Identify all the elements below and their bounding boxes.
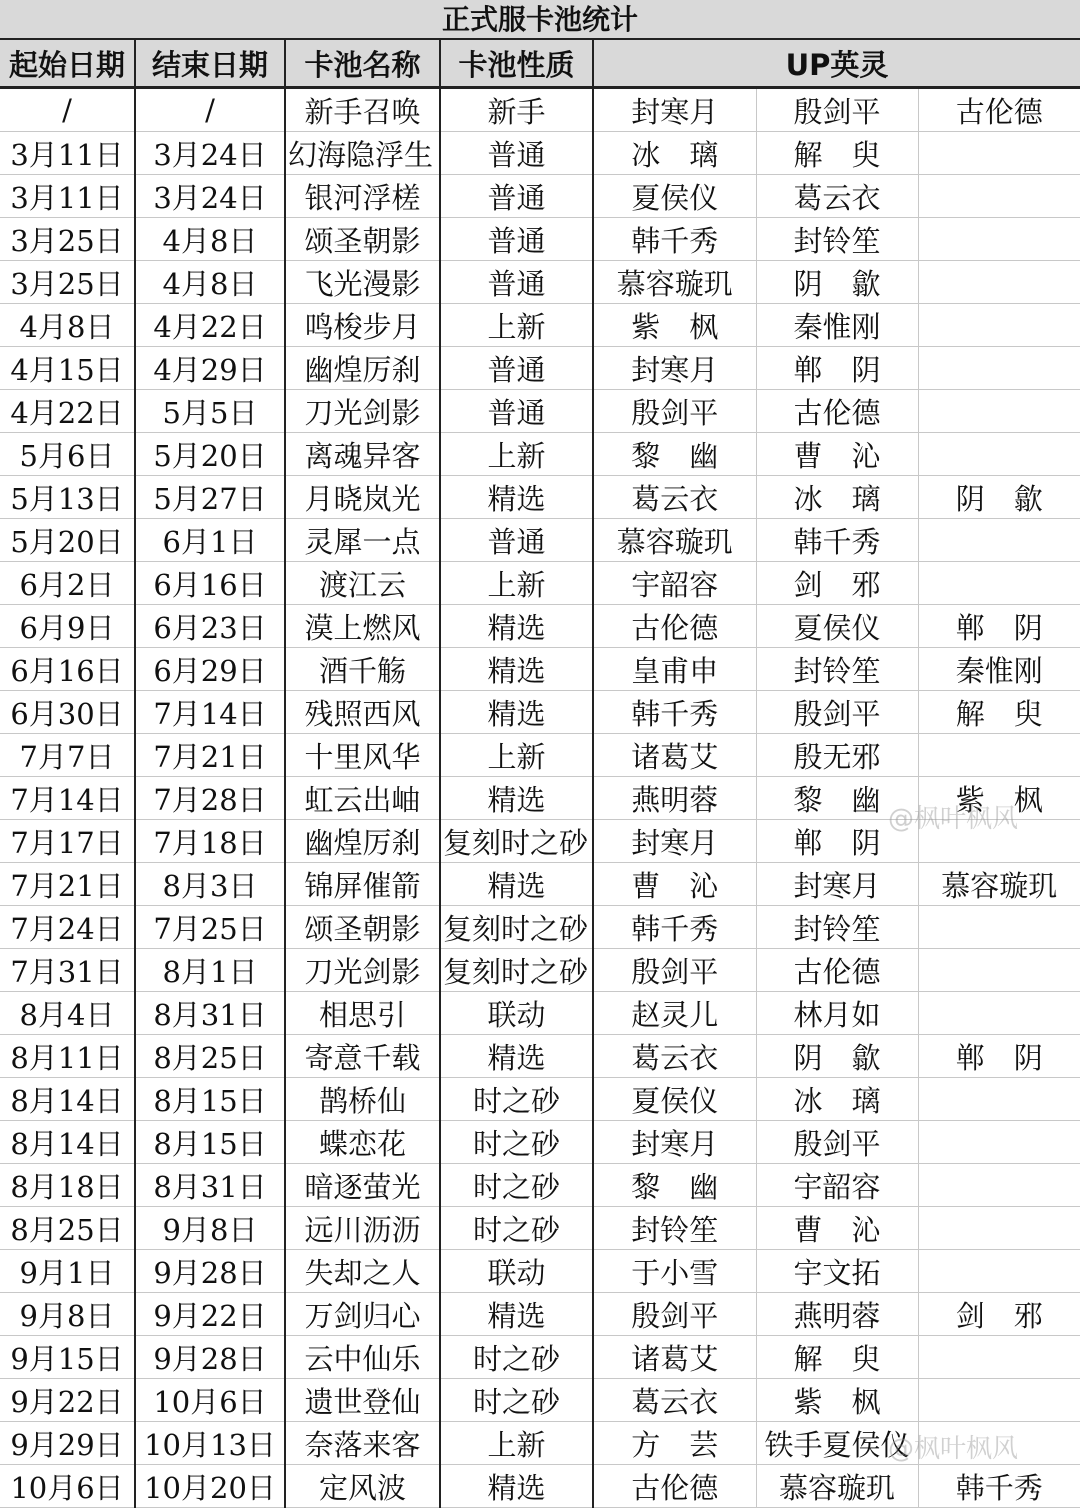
up-hero-3-cell [918,433,1080,476]
up-hero-3-cell [918,1121,1080,1164]
up-hero-1-cell: 葛云衣 [593,1379,756,1422]
up-hero-2-cell: 宇文拓 [756,1250,918,1293]
up-hero-3-cell [918,1379,1080,1422]
up-hero-2-cell: 紫 枫 [756,1379,918,1422]
pool-type-cell: 上新 [440,1422,593,1465]
pool-name-cell: 颂圣朝影 [285,218,440,261]
pool-type-cell: 精选 [440,863,593,906]
up-hero-2-cell: 韩千秀 [756,519,918,562]
start-date-cell: 5月13日 [0,476,135,519]
table-row [0,949,1080,992]
pool-name-cell: 刀光剑影 [285,390,440,433]
up-hero-1-cell: 封寒月 [593,820,756,863]
end-date-cell: 7月25日 [135,906,285,949]
pool-type-cell: 普通 [440,175,593,218]
start-date-cell: 6月9日 [0,605,135,648]
up-hero-2-cell: 慕容璇玑 [756,1465,918,1508]
pool-type-cell: 普通 [440,390,593,433]
end-date-cell: 8月3日 [135,863,285,906]
pool-type-cell: 精选 [440,648,593,691]
up-hero-2-cell: 封寒月 [756,863,918,906]
watermark: @枫叶枫风 [888,804,1019,834]
pool-name-cell: 鸣梭步月 [285,304,440,347]
up-hero-1-cell: 冰 璃 [593,132,756,175]
table-row [0,476,1080,519]
table-row [0,519,1080,562]
end-date-cell: 8月25日 [135,1035,285,1078]
up-hero-2-cell: 解 臾 [756,132,918,175]
table-row [0,1078,1080,1121]
up-hero-1-cell: 慕容璇玑 [593,519,756,562]
end-date-cell: 4月22日 [135,304,285,347]
pool-name-cell: 十里风华 [285,734,440,777]
start-date-cell: 6月2日 [0,562,135,605]
start-date-cell: 7月24日 [0,906,135,949]
table-row [0,691,1080,734]
up-hero-1-cell: 于小雪 [593,1250,756,1293]
end-date-cell: 3月24日 [135,175,285,218]
pool-name-cell: 幻海隐浮生 [285,132,440,175]
up-hero-3-cell: 郸 阴 [918,1035,1080,1078]
pool-type-cell: 上新 [440,433,593,476]
pool-type-cell: 精选 [440,777,593,820]
pool-name-cell: 暗逐萤光 [285,1164,440,1207]
start-date-cell: 8月18日 [0,1164,135,1207]
end-date-cell: 8月31日 [135,992,285,1035]
end-date-cell: 10月6日 [135,1379,285,1422]
table-row [0,1379,1080,1422]
up-hero-3-cell [918,519,1080,562]
start-date-cell: / [0,88,135,132]
pool-name-cell: 刀光剑影 [285,949,440,992]
start-date-cell: 3月25日 [0,218,135,261]
end-date-cell: / [135,88,285,132]
start-date-cell: 10月6日 [0,1465,135,1508]
up-hero-1-cell: 黎 幽 [593,1164,756,1207]
up-hero-2-cell: 殷剑平 [756,691,918,734]
header-pool-type: 卡池性质 [440,40,593,88]
table-row [0,1250,1080,1293]
start-date-cell: 7月14日 [0,777,135,820]
end-date-cell: 10月20日 [135,1465,285,1508]
table-row [0,1336,1080,1379]
pool-type-cell: 普通 [440,347,593,390]
header-up-heroes: UP英灵 [593,40,1080,88]
end-date-cell: 4月8日 [135,218,285,261]
end-date-cell: 8月1日 [135,949,285,992]
up-hero-3-cell [918,304,1080,347]
up-hero-2-cell: 曹 沁 [756,1207,918,1250]
end-date-cell: 4月8日 [135,261,285,304]
up-hero-1-cell: 紫 枫 [593,304,756,347]
up-hero-3-cell [918,132,1080,175]
start-date-cell: 4月8日 [0,304,135,347]
pool-type-cell: 时之砂 [440,1207,593,1250]
pool-name-cell: 幽煌厉刹 [285,347,440,390]
pool-type-cell: 复刻时之砂 [440,949,593,992]
up-hero-2-cell: 黎 幽 [756,777,918,820]
table-row [0,1121,1080,1164]
table-row [0,261,1080,304]
pool-type-cell: 精选 [440,1293,593,1336]
up-hero-2-cell: 殷剑平 [756,88,918,132]
up-hero-3-cell [918,218,1080,261]
table-row [0,1207,1080,1250]
end-date-cell: 6月23日 [135,605,285,648]
pool-name-cell: 失却之人 [285,1250,440,1293]
pool-name-cell: 蝶恋花 [285,1121,440,1164]
end-date-cell: 3月24日 [135,132,285,175]
table-row [0,1164,1080,1207]
up-hero-1-cell: 曹 沁 [593,863,756,906]
up-hero-2-cell: 阴 歙 [756,261,918,304]
pool-name-cell: 渡江云 [285,562,440,605]
up-hero-2-cell: 封铃笙 [756,648,918,691]
start-date-cell: 9月1日 [0,1250,135,1293]
start-date-cell: 5月20日 [0,519,135,562]
pool-type-cell: 时之砂 [440,1336,593,1379]
pool-name-cell: 离魂异客 [285,433,440,476]
end-date-cell: 9月22日 [135,1293,285,1336]
end-date-cell: 5月27日 [135,476,285,519]
pool-name-cell: 飞光漫影 [285,261,440,304]
pool-type-cell: 时之砂 [440,1078,593,1121]
card-pool-table [0,40,1080,1508]
table-row [0,390,1080,433]
up-hero-3-cell [918,949,1080,992]
pool-name-cell: 定风波 [285,1465,440,1508]
up-hero-3-cell: 古伦德 [918,88,1080,132]
pool-name-cell: 新手召唤 [285,88,440,132]
up-hero-1-cell: 殷剑平 [593,949,756,992]
pool-type-cell: 精选 [440,1035,593,1078]
pool-name-cell: 云中仙乐 [285,1336,440,1379]
end-date-cell: 10月13日 [135,1422,285,1465]
up-hero-3-cell [918,562,1080,605]
start-date-cell: 5月6日 [0,433,135,476]
table-row [0,863,1080,906]
up-hero-3-cell [918,734,1080,777]
pool-name-cell: 奈落来客 [285,1422,440,1465]
pool-name-cell: 酒千觞 [285,648,440,691]
pool-type-cell: 联动 [440,1250,593,1293]
up-hero-1-cell: 燕明蓉 [593,777,756,820]
up-hero-3-cell [918,1207,1080,1250]
end-date-cell: 6月16日 [135,562,285,605]
up-hero-2-cell: 封铃笙 [756,906,918,949]
up-hero-2-cell: 阴 歙 [756,1035,918,1078]
start-date-cell: 6月30日 [0,691,135,734]
up-hero-2-cell: 曹 沁 [756,433,918,476]
up-hero-1-cell: 方 芸 [593,1422,756,1465]
pool-type-cell: 普通 [440,132,593,175]
table-row [0,1035,1080,1078]
pool-type-cell: 精选 [440,605,593,648]
pool-type-cell: 复刻时之砂 [440,820,593,863]
pool-name-cell: 漠上燃风 [285,605,440,648]
up-hero-3-cell [918,347,1080,390]
pool-type-cell: 精选 [440,691,593,734]
table-row [0,175,1080,218]
up-hero-1-cell: 诸葛艾 [593,1336,756,1379]
up-hero-1-cell: 古伦德 [593,605,756,648]
start-date-cell: 9月22日 [0,1379,135,1422]
pool-name-cell: 鹊桥仙 [285,1078,440,1121]
start-date-cell: 3月25日 [0,261,135,304]
up-hero-1-cell: 夏侯仪 [593,175,756,218]
table-row [0,1465,1080,1508]
up-hero-1-cell: 赵灵儿 [593,992,756,1035]
end-date-cell: 9月28日 [135,1250,285,1293]
table-row [0,992,1080,1035]
up-hero-3-cell: 阴 歙 [918,476,1080,519]
header-pool-name: 卡池名称 [285,40,440,88]
pool-name-cell: 锦屏催箭 [285,863,440,906]
start-date-cell: 9月8日 [0,1293,135,1336]
pool-type-cell: 时之砂 [440,1164,593,1207]
up-hero-1-cell: 殷剑平 [593,1293,756,1336]
table-row [0,1293,1080,1336]
up-hero-1-cell: 韩千秀 [593,691,756,734]
up-hero-2-cell: 古伦德 [756,390,918,433]
start-date-cell: 7月17日 [0,820,135,863]
up-hero-1-cell: 殷剑平 [593,390,756,433]
up-hero-2-cell: 秦惟刚 [756,304,918,347]
pool-type-cell: 上新 [440,304,593,347]
up-hero-3-cell: 郸 阴 [918,605,1080,648]
table-row [0,347,1080,390]
up-hero-1-cell: 韩千秀 [593,906,756,949]
start-date-cell: 6月16日 [0,648,135,691]
pool-type-cell: 复刻时之砂 [440,906,593,949]
table-row [0,88,1080,132]
table-row [0,218,1080,261]
up-hero-1-cell: 慕容璇玑 [593,261,756,304]
end-date-cell: 8月15日 [135,1078,285,1121]
pool-type-cell: 时之砂 [440,1379,593,1422]
pool-name-cell: 远川沥沥 [285,1207,440,1250]
up-hero-2-cell: 郸 阴 [756,347,918,390]
start-date-cell: 3月11日 [0,175,135,218]
pool-name-cell: 万剑归心 [285,1293,440,1336]
up-hero-2-cell: 封铃笙 [756,218,918,261]
start-date-cell: 8月14日 [0,1121,135,1164]
up-hero-1-cell: 封寒月 [593,1121,756,1164]
pool-type-cell: 上新 [440,562,593,605]
up-hero-2-cell: 燕明蓉 [756,1293,918,1336]
up-hero-2-cell: 郸 阴 [756,820,918,863]
start-date-cell: 7月7日 [0,734,135,777]
up-hero-3-cell [918,1164,1080,1207]
header-row [0,40,1080,88]
table-row [0,562,1080,605]
up-hero-3-cell: 秦惟刚 [918,648,1080,691]
up-hero-1-cell: 韩千秀 [593,218,756,261]
pool-name-cell: 幽煌厉刹 [285,820,440,863]
up-hero-1-cell: 宇韶容 [593,562,756,605]
up-hero-2-cell: 林月如 [756,992,918,1035]
pool-name-cell: 遗世登仙 [285,1379,440,1422]
up-hero-2-cell: 冰 璃 [756,1078,918,1121]
up-hero-2-cell: 夏侯仪 [756,605,918,648]
table-row [0,605,1080,648]
watermark: @枫叶枫风 [888,1434,1019,1464]
up-hero-2-cell: 宇韶容 [756,1164,918,1207]
up-hero-1-cell: 封寒月 [593,347,756,390]
up-hero-2-cell: 剑 邪 [756,562,918,605]
up-hero-2-cell: 葛云衣 [756,175,918,218]
table-row [0,734,1080,777]
up-hero-3-cell: 韩千秀 [918,1465,1080,1508]
end-date-cell: 7月14日 [135,691,285,734]
end-date-cell: 5月20日 [135,433,285,476]
table-row [0,906,1080,949]
pool-name-cell: 颂圣朝影 [285,906,440,949]
start-date-cell: 8月4日 [0,992,135,1035]
up-hero-2-cell: 古伦德 [756,949,918,992]
end-date-cell: 9月28日 [135,1336,285,1379]
pool-type-cell: 上新 [440,734,593,777]
up-hero-3-cell [918,992,1080,1035]
table-title: 正式服卡池统计 [0,0,1080,40]
pool-name-cell: 虹云出岫 [285,777,440,820]
end-date-cell: 8月15日 [135,1121,285,1164]
up-hero-1-cell: 黎 幽 [593,433,756,476]
up-hero-3-cell [918,1078,1080,1121]
start-date-cell: 8月25日 [0,1207,135,1250]
table-row [0,304,1080,347]
up-hero-1-cell: 封铃笙 [593,1207,756,1250]
up-hero-3-cell [918,1336,1080,1379]
start-date-cell: 8月14日 [0,1078,135,1121]
up-hero-2-cell: 殷剑平 [756,1121,918,1164]
pool-name-cell: 寄意千载 [285,1035,440,1078]
start-date-cell: 8月11日 [0,1035,135,1078]
up-hero-3-cell: 解 臾 [918,691,1080,734]
pool-type-cell: 普通 [440,261,593,304]
header-start-date: 起始日期 [0,40,135,88]
end-date-cell: 7月21日 [135,734,285,777]
start-date-cell: 9月29日 [0,1422,135,1465]
table-row [0,433,1080,476]
up-hero-2-cell: 殷无邪 [756,734,918,777]
pool-type-cell: 精选 [440,1465,593,1508]
start-date-cell: 4月15日 [0,347,135,390]
up-hero-1-cell: 夏侯仪 [593,1078,756,1121]
end-date-cell: 8月31日 [135,1164,285,1207]
start-date-cell: 7月31日 [0,949,135,992]
up-hero-1-cell: 葛云衣 [593,476,756,519]
pool-name-cell: 残照西风 [285,691,440,734]
pool-name-cell: 相思引 [285,992,440,1035]
up-hero-3-cell [918,175,1080,218]
up-hero-3-cell: 紫 枫 [918,777,1080,820]
up-hero-2-cell: 冰 璃 [756,476,918,519]
end-date-cell: 5月5日 [135,390,285,433]
table-row [0,648,1080,691]
up-hero-1-cell: 葛云衣 [593,1035,756,1078]
pool-name-cell: 月晓岚光 [285,476,440,519]
up-hero-3-cell: 慕容璇玑 [918,863,1080,906]
up-hero-2-cell: 铁手夏侯仪 [756,1422,918,1465]
pool-name-cell: 银河浮槎 [285,175,440,218]
up-hero-1-cell: 皇甫申 [593,648,756,691]
end-date-cell: 9月8日 [135,1207,285,1250]
start-date-cell: 9月15日 [0,1336,135,1379]
header-end-date: 结束日期 [135,40,285,88]
up-hero-3-cell [918,261,1080,304]
start-date-cell: 4月22日 [0,390,135,433]
pool-type-cell: 时之砂 [440,1121,593,1164]
up-hero-1-cell: 诸葛艾 [593,734,756,777]
end-date-cell: 6月1日 [135,519,285,562]
pool-name-cell: 灵犀一点 [285,519,440,562]
up-hero-3-cell [918,906,1080,949]
up-hero-3-cell [918,1250,1080,1293]
end-date-cell: 6月29日 [135,648,285,691]
up-hero-1-cell: 古伦德 [593,1465,756,1508]
end-date-cell: 7月28日 [135,777,285,820]
end-date-cell: 7月18日 [135,820,285,863]
start-date-cell: 3月11日 [0,132,135,175]
pool-type-cell: 新手 [440,88,593,132]
pool-type-cell: 联动 [440,992,593,1035]
end-date-cell: 4月29日 [135,347,285,390]
up-hero-1-cell: 封寒月 [593,88,756,132]
up-hero-2-cell: 解 臾 [756,1336,918,1379]
pool-type-cell: 普通 [440,218,593,261]
start-date-cell: 7月21日 [0,863,135,906]
pool-type-cell: 普通 [440,519,593,562]
up-hero-3-cell: 剑 邪 [918,1293,1080,1336]
up-hero-3-cell [918,390,1080,433]
pool-type-cell: 精选 [440,476,593,519]
table-row [0,132,1080,175]
